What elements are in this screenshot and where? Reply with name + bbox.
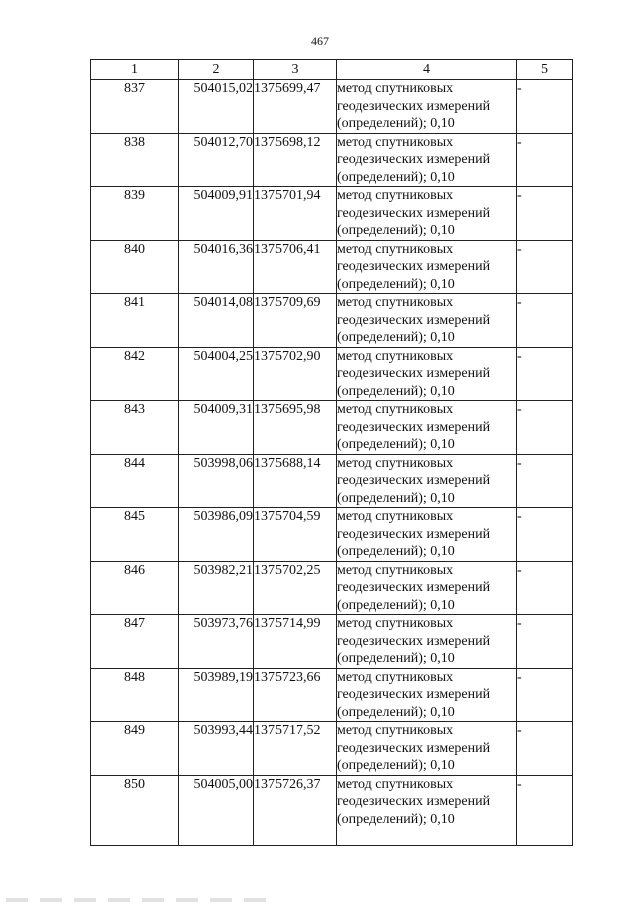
note-cell: -	[517, 240, 573, 294]
y-coordinate-cell: 1375709,69	[254, 294, 337, 348]
y-coordinate-cell: 1375688,14	[254, 454, 337, 508]
method-line: геодезических измерений	[337, 419, 491, 435]
note-cell: -	[517, 133, 573, 187]
table-row	[91, 133, 573, 187]
y-coordinate-cell: 1375701,94	[254, 187, 337, 241]
table-row	[91, 508, 573, 562]
method-cell	[337, 454, 517, 508]
method-cell	[337, 401, 517, 455]
method-cell	[337, 775, 517, 845]
method-line: геодезических измерений	[337, 580, 491, 595]
method-cell	[337, 187, 517, 241]
point-number-cell: 848	[91, 668, 179, 722]
method-line: метод спутниковых	[337, 241, 454, 257]
method-cell	[337, 294, 517, 348]
x-coordinate-cell: 503993,44	[179, 722, 254, 776]
y-coordinate-cell: 1375702,25	[254, 561, 337, 615]
method-cell	[337, 508, 517, 562]
y-coordinate-cell: 1375699,47	[254, 80, 337, 134]
point-number-cell: 849	[91, 722, 179, 776]
x-coordinate-cell: 504004,25	[179, 347, 254, 401]
point-number-cell: 850	[91, 775, 179, 845]
y-coordinate-cell: 1375704,59	[254, 508, 337, 562]
table-row	[91, 401, 573, 455]
method-line: метод спутниковых	[337, 616, 454, 631]
table-row	[91, 454, 573, 508]
method-line: геодезических измерений	[337, 98, 491, 114]
method-line: геодезических измерений	[337, 526, 491, 542]
note-cell: -	[517, 347, 573, 401]
page-number: 467	[311, 34, 329, 48]
method-cell	[337, 80, 517, 134]
method-line: метод спутниковых	[337, 295, 454, 310]
method-line: (определений); 0,10	[337, 330, 455, 345]
point-number-cell: 840	[91, 240, 179, 294]
method-line: (определений); 0,10	[337, 116, 455, 131]
point-number-cell: 843	[91, 401, 179, 455]
method-line: метод спутниковых	[337, 455, 454, 471]
header-col-1: 1	[91, 60, 179, 80]
x-coordinate-cell: 503998,06	[179, 454, 254, 508]
x-coordinate-cell: 504009,31	[179, 401, 254, 455]
method-line: (определений); 0,10	[337, 490, 455, 506]
note-cell: -	[517, 401, 573, 455]
note-cell: -	[517, 668, 573, 722]
method-line: (определений); 0,10	[337, 811, 455, 827]
point-number-cell: 838	[91, 133, 179, 187]
x-coordinate-cell: 504015,02	[179, 80, 254, 134]
x-coordinate-cell: 504014,08	[179, 294, 254, 348]
method-line: (определений); 0,10	[337, 544, 455, 559]
x-coordinate-cell: 504009,91	[179, 187, 254, 241]
y-coordinate-cell: 1375702,90	[254, 347, 337, 401]
table-row	[91, 668, 573, 722]
method-line: геодезических измерений	[337, 794, 491, 809]
method-line: метод спутниковых	[337, 669, 454, 685]
point-number-cell: 842	[91, 347, 179, 401]
table-row	[91, 615, 573, 669]
method-line: геодезических измерений	[337, 687, 491, 702]
note-cell: -	[517, 722, 573, 776]
method-line: (определений); 0,10	[337, 276, 455, 292]
method-line: геодезических измерений	[337, 312, 491, 328]
note-cell: -	[517, 561, 573, 615]
point-number-cell: 837	[91, 80, 179, 134]
point-number-cell: 839	[91, 187, 179, 241]
method-line: (определений); 0,10	[337, 383, 455, 399]
method-line: метод спутниковых	[337, 348, 454, 364]
note-cell: -	[517, 775, 573, 845]
point-number-cell: 841	[91, 294, 179, 348]
table-row	[91, 561, 573, 615]
y-coordinate-cell: 1375714,99	[254, 615, 337, 669]
point-number-cell: 844	[91, 454, 179, 508]
method-line: геодезических измерений	[337, 473, 491, 488]
method-cell	[337, 668, 517, 722]
x-coordinate-cell: 503989,19	[179, 668, 254, 722]
coordinates-table	[90, 59, 573, 846]
header-col-3: 3	[254, 60, 337, 80]
table-row	[91, 80, 573, 134]
note-cell: -	[517, 294, 573, 348]
table-body	[91, 80, 573, 846]
x-coordinate-cell: 504012,70	[179, 133, 254, 187]
table-row	[91, 294, 573, 348]
method-line: геодезических измерений	[337, 152, 491, 167]
method-line: геодезических измерений	[337, 259, 491, 274]
method-line: геодезических измерений	[337, 740, 491, 756]
x-coordinate-cell: 504005,00	[179, 775, 254, 845]
note-cell: -	[517, 187, 573, 241]
table-row	[91, 347, 573, 401]
method-line: метод спутниковых	[337, 723, 454, 738]
method-line: метод спутниковых	[337, 402, 454, 417]
method-line: (определений); 0,10	[337, 758, 455, 773]
y-coordinate-cell: 1375723,66	[254, 668, 337, 722]
x-coordinate-cell: 503982,21	[179, 561, 254, 615]
y-coordinate-cell: 1375695,98	[254, 401, 337, 455]
header-col-4: 4	[337, 60, 517, 80]
method-line: (определений); 0,10	[337, 169, 455, 185]
header-col-2: 2	[179, 60, 254, 80]
method-line: метод спутниковых	[337, 562, 454, 578]
note-cell: -	[517, 454, 573, 508]
table-row	[91, 722, 573, 776]
method-line: (определений); 0,10	[337, 223, 455, 238]
method-cell	[337, 240, 517, 294]
method-line: (определений); 0,10	[337, 651, 455, 666]
footer-faint-text	[6, 898, 266, 902]
method-cell	[337, 722, 517, 776]
note-cell: -	[517, 615, 573, 669]
table-header-row	[91, 60, 573, 80]
y-coordinate-cell: 1375706,41	[254, 240, 337, 294]
y-coordinate-cell: 1375726,37	[254, 775, 337, 845]
y-coordinate-cell: 1375717,52	[254, 722, 337, 776]
table-row	[91, 240, 573, 294]
method-line: (определений); 0,10	[337, 704, 455, 720]
method-cell	[337, 133, 517, 187]
method-line: геодезических измерений	[337, 366, 491, 381]
header-col-5: 5	[517, 60, 573, 80]
x-coordinate-cell: 503973,76	[179, 615, 254, 669]
method-cell	[337, 615, 517, 669]
method-line: (определений); 0,10	[337, 437, 455, 452]
y-coordinate-cell: 1375698,12	[254, 133, 337, 187]
method-cell	[337, 347, 517, 401]
point-number-cell: 846	[91, 561, 179, 615]
method-line: метод спутниковых	[337, 509, 454, 524]
x-coordinate-cell: 503986,09	[179, 508, 254, 562]
table-row	[91, 775, 573, 845]
method-line: метод спутниковых	[337, 188, 454, 203]
method-line: геодезических измерений	[337, 205, 491, 221]
method-line: метод спутниковых	[337, 776, 454, 792]
method-cell	[337, 561, 517, 615]
point-number-cell: 847	[91, 615, 179, 669]
table-row	[91, 187, 573, 241]
note-cell: -	[517, 80, 573, 134]
method-line: метод спутниковых	[337, 134, 454, 150]
method-line: (определений); 0,10	[337, 597, 455, 613]
method-line: метод спутниковых	[337, 81, 454, 96]
note-cell: -	[517, 508, 573, 562]
method-line: геодезических измерений	[337, 633, 491, 649]
x-coordinate-cell: 504016,36	[179, 240, 254, 294]
point-number-cell: 845	[91, 508, 179, 562]
